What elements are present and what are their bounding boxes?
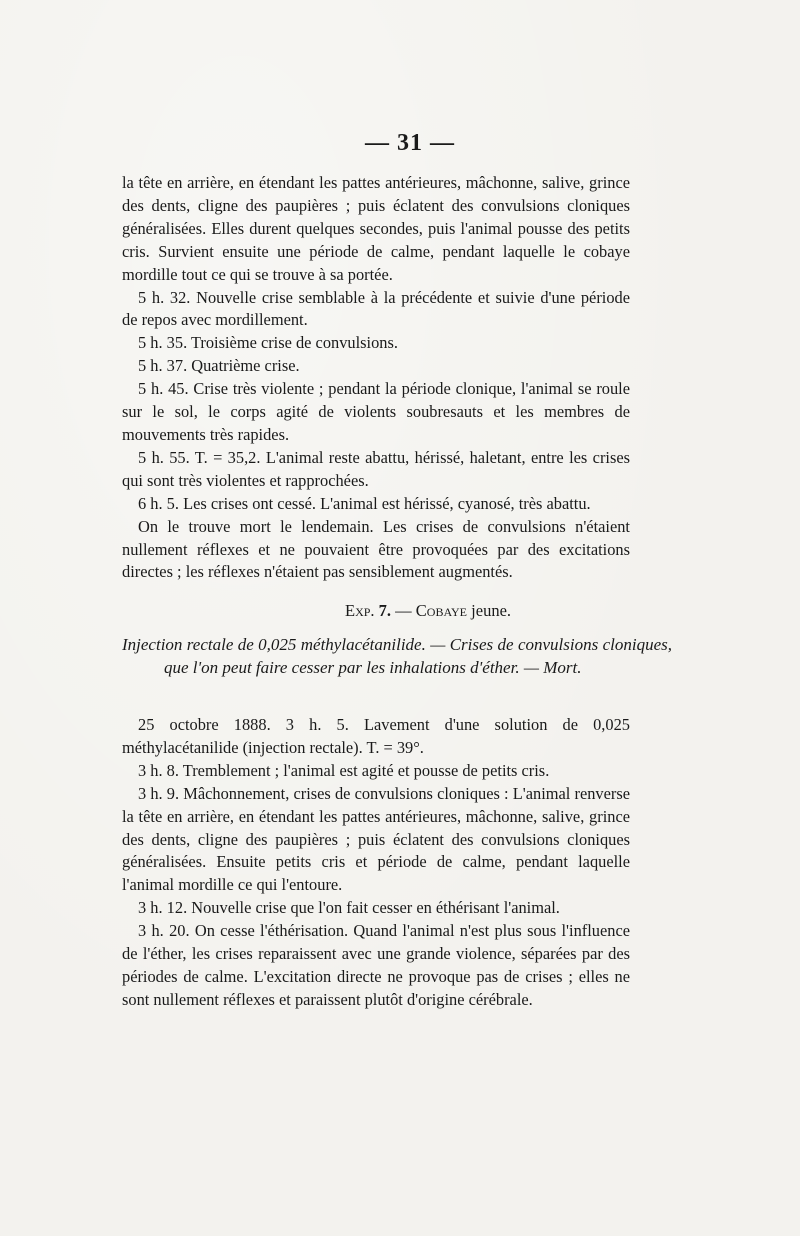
page-number: — 31 — bbox=[365, 130, 455, 156]
paragraph: 5 h. 55. T. = 35,2. L'animal reste abattu, hérissé, haletant, entre les crises qui sont très violentes et rapprochées. bbox=[122, 447, 630, 490]
text-block-continuation bbox=[122, 172, 630, 584]
paragraph: 25 octobre 1888. 3 h. 5. Lavement d'une solution de 0,025 méthylacétanilide (injection rectale). T. = 39°. bbox=[122, 715, 630, 757]
experiment-qualifier: jeune. bbox=[471, 601, 512, 620]
paragraph: 3 h. 20. On cesse l'éthérisation. Quand l'animal n'est plus sous l'influence de l'éther, les crises reparaissent avec une grande violence, séparées par des périodes de calme. L'excitation directe ne provoque pas de crises ; elles ne sont nullement réflexes et paraissent plutôt d'origine cérébrale. bbox=[122, 921, 630, 1009]
paragraph: 5 h. 45. Crise très violente ; pendant la période clonique, l'animal se roule sur le sol, le corps agité de violents soubresauts et les membres de mouvements très rapides. bbox=[122, 379, 630, 444]
experiment-summary: Injection rectale de 0,025 méthylacétanilide. — Crises de convulsions cloniques, que l'on peut faire cesser par les inhalations d'éther. — Mort. bbox=[122, 635, 672, 677]
experiment-heading bbox=[28, 601, 800, 621]
experiment-dash: — bbox=[395, 601, 412, 620]
paragraph: 6 h. 5. Les crises ont cessé. L'animal est hérissé, cyanosé, très abattu. bbox=[138, 493, 591, 513]
paragraph: 3 h. 9. Mâchonnement, crises de convulsions cloniques : L'animal renverse la tête en arrière, en étendant les pattes antérieures, mâchonne, salive, grince des dents, cligne des paupières ; puis éclatent des convulsions cloniques généralisées. Ensuite petits cris et période de calme, pendant laquelle l'animal mordille ce qui l'entoure. bbox=[122, 783, 630, 895]
paragraph: On le trouve mort le lendemain. Les crises de convulsions n'étaient nullement réflexes et ne pouvaient être provoquées par des excitations directes ; les réflexes n'étaient pas sensiblement augmentés. bbox=[122, 516, 630, 582]
experiment-animal: Cobaye bbox=[415, 601, 468, 620]
paragraph: 5 h. 37. Quatrième crise. bbox=[138, 356, 300, 376]
paragraph: 5 h. 35. Troisième crise de convulsions. bbox=[138, 333, 398, 353]
paragraph: 3 h. 8. Tremblement ; l'animal est agité et pousse de petits cris. bbox=[138, 760, 550, 780]
text-block-experiment-7 bbox=[122, 714, 630, 1012]
experiment-label: Exp. bbox=[344, 601, 375, 620]
paragraph: 5 h. 32. Nouvelle crise semblable à la précédente et suivie d'une période de repos avec mordillement. bbox=[122, 287, 630, 330]
paragraph: la tête en arrière, en étendant les pattes antérieures, mâchonne, salive, grince des dents, cligne des paupières ; puis éclatent des convulsions cloniques généralisées. Elles durent quelques secondes, puis l'animal pousse des petits cris. Survient ensuite une période de calme, pendant laquelle le cobaye mordille tout ce qui se trouve à sa portée. bbox=[122, 173, 630, 284]
experiment-number: 7. bbox=[378, 601, 392, 620]
paragraph: 3 h. 12. Nouvelle crise que l'on fait cesser en éthérisant l'animal. bbox=[138, 898, 560, 918]
